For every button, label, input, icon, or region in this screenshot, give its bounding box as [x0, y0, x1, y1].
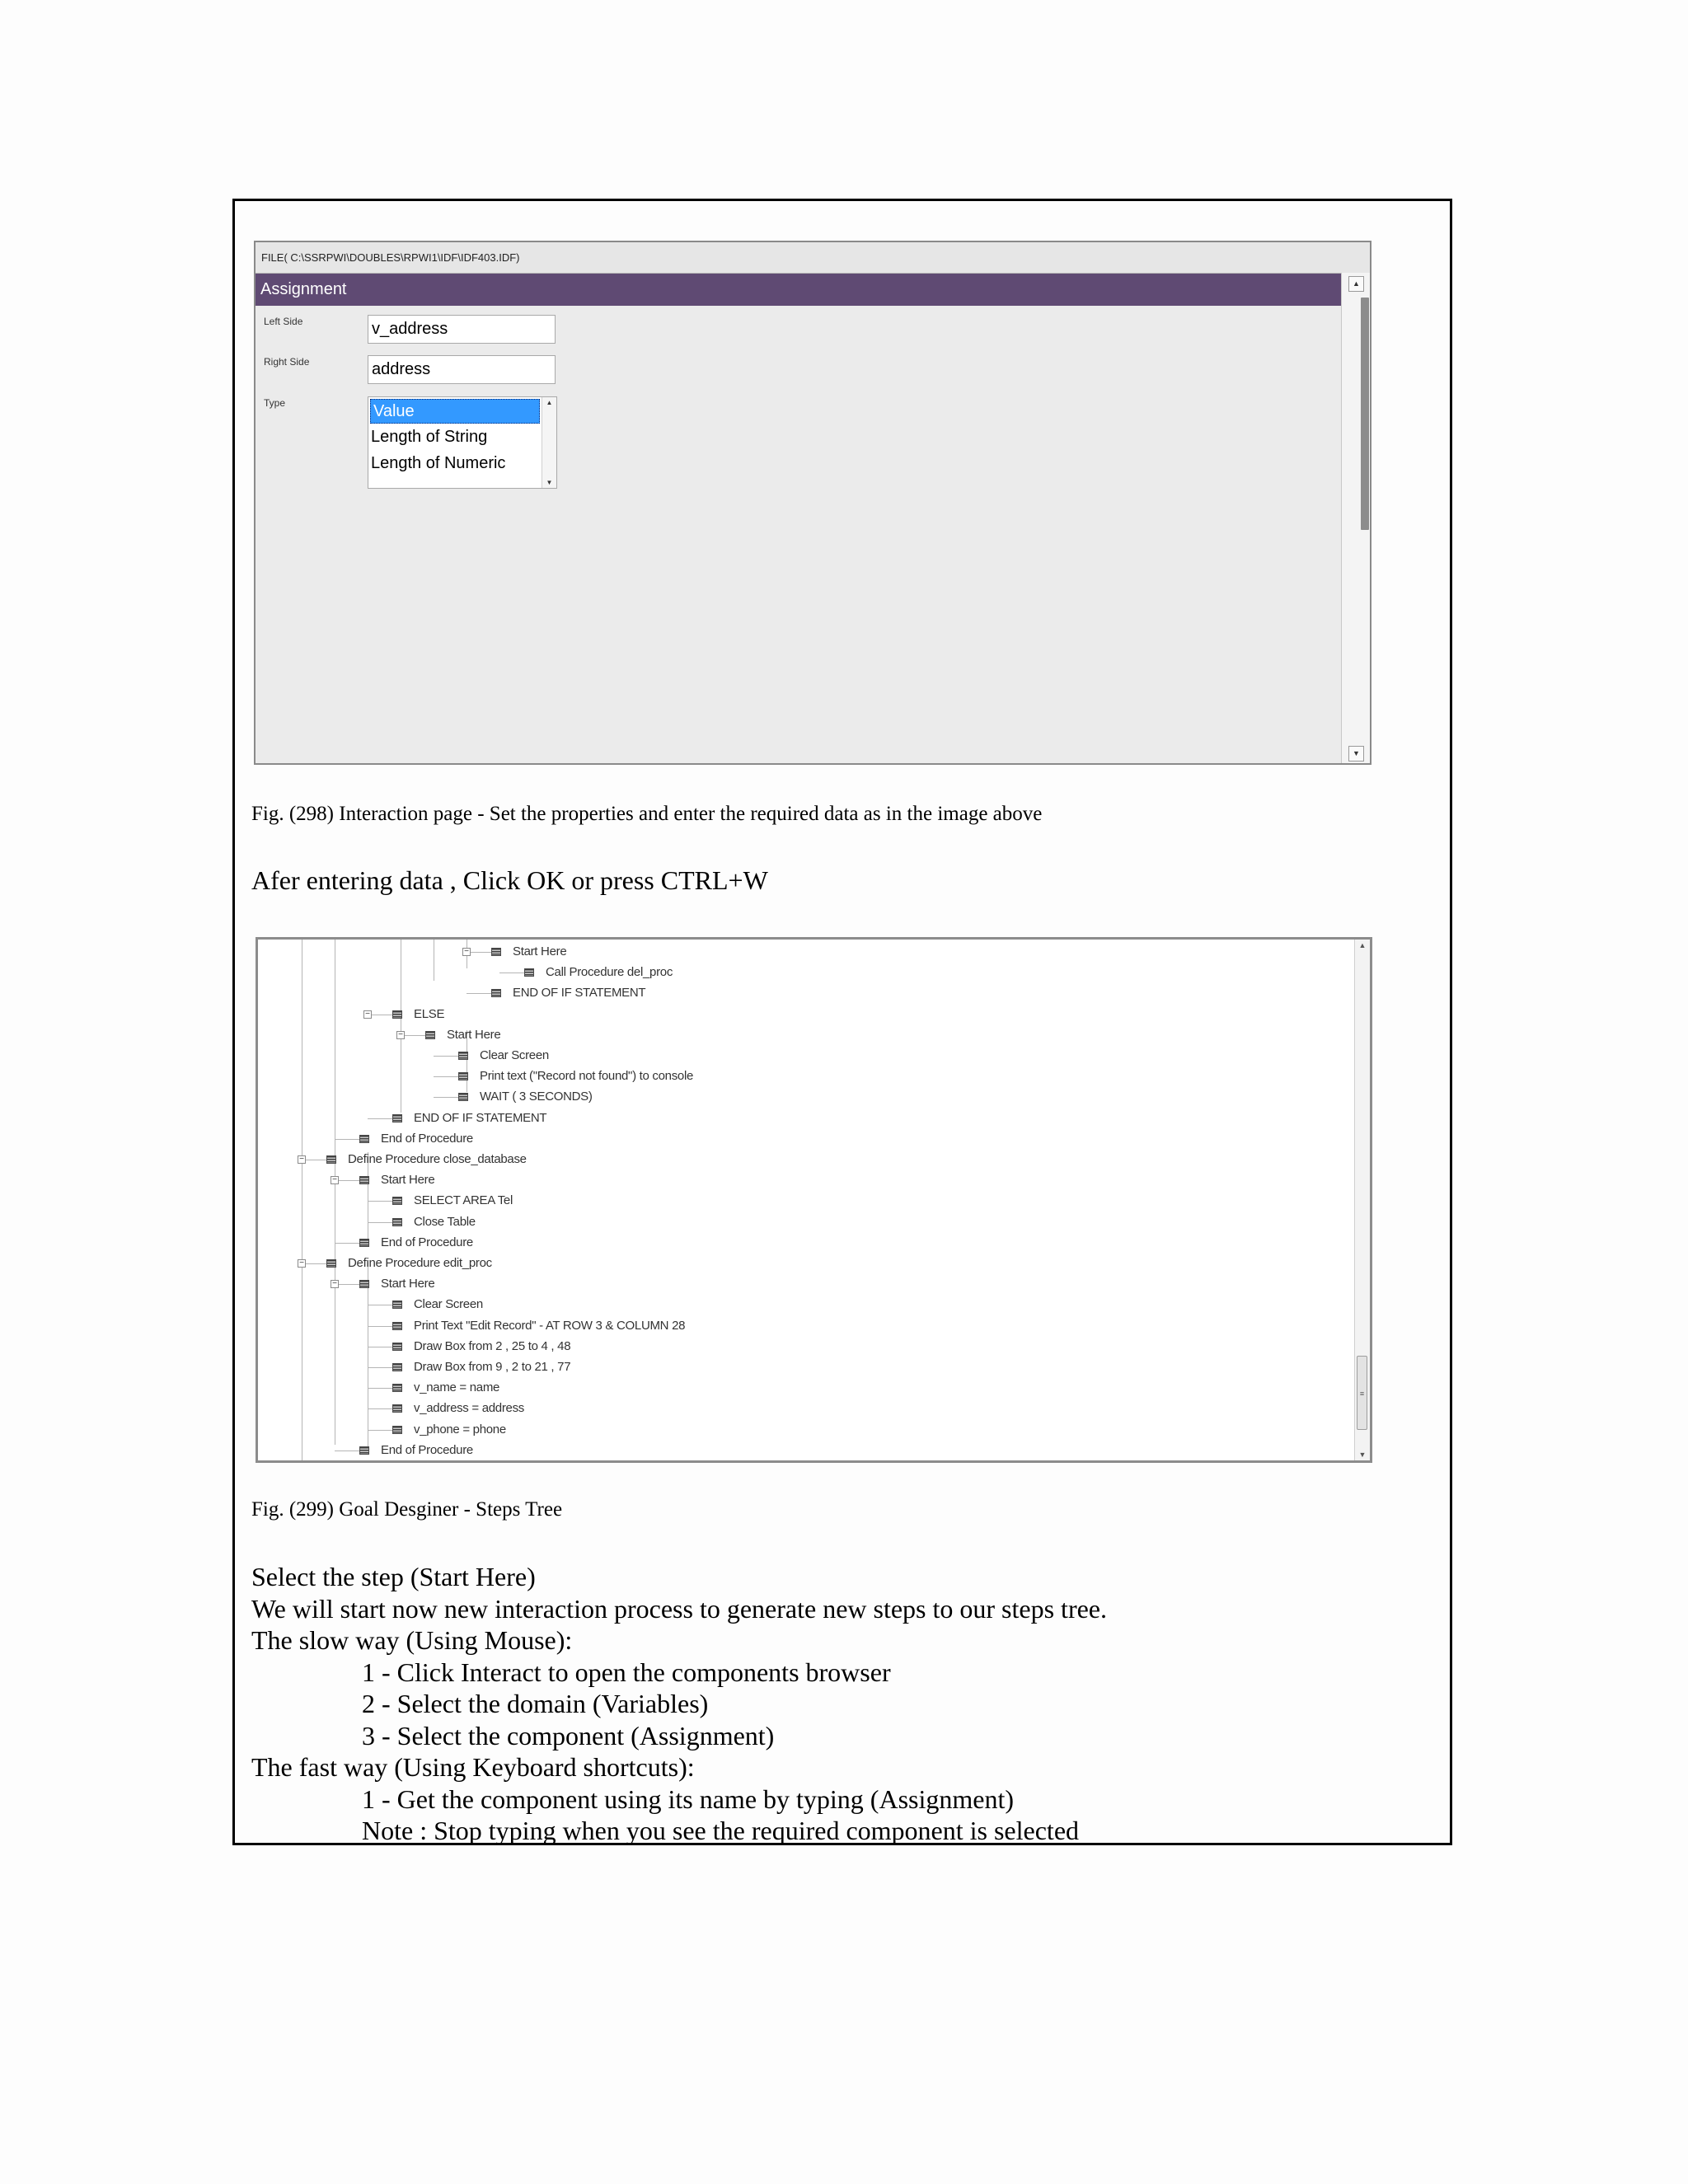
step-icon: [491, 948, 501, 956]
step-icon: [392, 1404, 402, 1413]
left-side-input[interactable]: v_address: [368, 315, 556, 344]
tree-connector: [335, 1243, 359, 1244]
tree-connector: [434, 1076, 458, 1077]
tree-node[interactable]: [359, 1276, 434, 1292]
assignment-title-bar: Assignment: [256, 274, 1342, 306]
tree-node-label: WAIT ( 3 SECONDS): [480, 1090, 593, 1104]
tree-node-label: Clear Screen: [414, 1297, 483, 1312]
tree-node-label: Define Procedure edit_proc: [348, 1256, 492, 1271]
step-icon: [359, 1280, 369, 1288]
step-icon: [491, 989, 501, 997]
tree-node-label: Print Text "Edit Record" - AT ROW 3 & COLUMN 28: [414, 1318, 686, 1333]
assignment-window: [254, 241, 1372, 765]
right-side-label: Right Side: [264, 356, 310, 368]
step-icon: [425, 1031, 435, 1039]
tree-node[interactable]: [458, 1068, 693, 1085]
step-icon: [392, 1363, 402, 1371]
tree-node[interactable]: [524, 964, 673, 981]
tree-node[interactable]: [392, 1400, 524, 1417]
tree-connector: [335, 1139, 359, 1140]
left-side-label: Left Side: [264, 316, 303, 327]
type-option-value[interactable]: Value: [370, 399, 540, 424]
tree-connector: [368, 1388, 392, 1389]
tree-node-label: Start Here: [381, 1277, 435, 1291]
figure-299-caption: Fig. (299) Goal Desginer - Steps Tree: [251, 1498, 563, 1521]
instruction-line: The slow way (Using Mouse):: [251, 1625, 573, 1655]
scroll-down-icon[interactable]: ▼: [1348, 746, 1364, 762]
instruction-note: Note : Stop typing when you see the required component is selected: [362, 1816, 1080, 1845]
instruction-line: We will start now new interaction process to generate new steps to our steps tree.: [251, 1593, 1107, 1624]
instruction-step: 3 - Select the component (Assignment): [362, 1720, 775, 1750]
tree-node[interactable]: [392, 1214, 476, 1230]
step-icon: [392, 1197, 402, 1205]
step-icon: [392, 1218, 402, 1226]
tree-connector: [434, 1056, 458, 1057]
tree-node[interactable]: [392, 1193, 513, 1209]
collapse-toggle-icon[interactable]: −: [298, 1259, 306, 1268]
tree-node[interactable]: [392, 1338, 570, 1355]
tree-node-label: End of Procedure: [381, 1131, 473, 1146]
page-frame: [232, 199, 1452, 1845]
tree-node-label: v_name = name: [414, 1380, 500, 1395]
figure-298-caption: Fig. (298) Interaction page - Set the properties and enter the required data as in the image above: [251, 803, 1043, 825]
step-icon: [326, 1155, 336, 1164]
step-icon: [458, 1052, 468, 1060]
instructions-text: [251, 1561, 1107, 1847]
step-icon: [359, 1239, 369, 1247]
tree-node-label: Start Here: [447, 1027, 501, 1042]
step-icon: [359, 1446, 369, 1455]
tree-node-label: Draw Box from 9 , 2 to 21 , 77: [414, 1360, 571, 1375]
instruction-line: The fast way (Using Keyboard shortcuts):: [251, 1752, 695, 1782]
tree-node-label: END OF IF STATEMENT: [513, 986, 646, 1001]
tree-node-label: Print text ("Record not found") to console: [480, 1069, 694, 1084]
tree-node[interactable]: [392, 1359, 570, 1376]
tree-connector: [434, 1097, 458, 1098]
scroll-up-icon[interactable]: ▲: [1358, 941, 1367, 949]
right-side-input[interactable]: address: [368, 355, 556, 384]
tree-node[interactable]: [392, 1110, 546, 1127]
scroll-down-icon[interactable]: ▼: [1358, 1451, 1367, 1459]
step-icon: [392, 1010, 402, 1019]
tree-node[interactable]: [458, 1089, 593, 1105]
collapse-toggle-icon[interactable]: −: [331, 1176, 339, 1184]
tree-node-label: End of Procedure: [381, 1442, 473, 1457]
instruction-line: Select the step (Start Here): [251, 1562, 536, 1591]
tree-connector: [368, 1326, 392, 1327]
scroll-down-icon[interactable]: ▼: [546, 479, 553, 486]
tree-connector: [368, 1118, 392, 1119]
instruction-step: 1 - Click Interact to open the components browser: [362, 1657, 891, 1687]
tree-node-label: Close Table: [414, 1214, 476, 1229]
assignment-scrollbar[interactable]: [1341, 273, 1370, 763]
tree-connector: [368, 1222, 392, 1223]
step-icon: [392, 1114, 402, 1122]
tree-node-label: Start Here: [381, 1173, 435, 1188]
tree-connector: [368, 1430, 392, 1431]
step-icon: [392, 1384, 402, 1392]
tree-node-label: SELECT AREA Tel: [414, 1193, 513, 1208]
tree-node-label: Draw Box from 2 , 25 to 4 , 48: [414, 1338, 571, 1353]
tree-node[interactable]: [425, 1027, 500, 1043]
tree-node-label: ELSE: [414, 1006, 445, 1021]
step-icon: [524, 968, 534, 977]
tree-node-label: v_phone = phone: [414, 1422, 506, 1436]
instruction-step: 1 - Get the component using its name by typing (Assignment): [362, 1783, 1014, 1814]
tree-connector: [368, 1367, 392, 1368]
collapse-toggle-icon[interactable]: −: [331, 1280, 339, 1288]
step-icon: [458, 1093, 468, 1101]
type-label: Type: [264, 397, 286, 409]
tree-connector: [499, 972, 524, 973]
tree-connector: [368, 1201, 392, 1202]
scroll-up-icon[interactable]: ▲: [546, 399, 553, 406]
steps-tree-scrollbar[interactable]: [1354, 940, 1370, 1460]
collapse-toggle-icon[interactable]: −: [298, 1155, 306, 1164]
file-path-bar: FILE( C:\SSRPWI\DOUBLES\RPWI1\IDF\IDF403.IDF): [256, 242, 1370, 274]
tree-connector: [467, 993, 491, 994]
tree-node[interactable]: [359, 1172, 434, 1188]
type-listbox[interactable]: [368, 396, 557, 489]
type-listbox-scrollbar[interactable]: [542, 397, 556, 488]
tree-node[interactable]: [491, 985, 645, 1001]
tree-node[interactable]: [326, 1255, 492, 1272]
tree-node-label: Start Here: [513, 944, 567, 959]
tree-node[interactable]: [392, 1006, 444, 1023]
tree-connector: [368, 1408, 392, 1409]
tree-node[interactable]: [392, 1422, 506, 1438]
tree-node[interactable]: [359, 1131, 473, 1147]
step-icon: [458, 1072, 468, 1080]
tree-node[interactable]: [359, 1235, 473, 1251]
step-icon: [359, 1176, 369, 1184]
tree-node-label: Clear Screen: [480, 1048, 549, 1063]
tree-node[interactable]: [392, 1296, 483, 1313]
scrollbar-thumb[interactable]: ≡: [1357, 1356, 1367, 1430]
step-icon: [392, 1426, 402, 1434]
scroll-up-icon[interactable]: ▲: [1348, 276, 1364, 292]
tree-node[interactable]: [458, 1047, 549, 1064]
scrollbar-thumb[interactable]: [1361, 298, 1369, 530]
step-icon: [392, 1343, 402, 1351]
tree-node[interactable]: [359, 1442, 473, 1459]
collapse-toggle-icon[interactable]: −: [396, 1031, 405, 1039]
type-option-length-string[interactable]: Length of String: [371, 428, 488, 446]
instruction-step: 2 - Select the domain (Variables): [362, 1689, 709, 1718]
after-entering-note: Afer entering data , Click OK or press CTRL+W: [251, 865, 768, 895]
tree-node-label: Define Procedure close_database: [348, 1152, 527, 1167]
tree-node-label: Call Procedure del_proc: [546, 965, 673, 980]
step-icon: [359, 1135, 369, 1143]
tree-node-label: End of Procedure: [381, 1235, 473, 1249]
collapse-toggle-icon[interactable]: −: [462, 948, 471, 956]
type-option-length-numeric[interactable]: Length of Numeric: [371, 454, 506, 472]
step-icon: [326, 1259, 336, 1268]
steps-tree-window: [256, 937, 1372, 1463]
tree-node[interactable]: [326, 1151, 527, 1168]
step-icon: [392, 1301, 402, 1309]
tree-node[interactable]: [392, 1380, 499, 1396]
step-icon: [392, 1322, 402, 1330]
tree-node-label: END OF IF STATEMENT: [414, 1110, 547, 1125]
tree-node[interactable]: [491, 944, 566, 960]
tree-node-label: v_address = address: [414, 1401, 524, 1416]
tree-node[interactable]: [392, 1318, 685, 1334]
collapse-toggle-icon[interactable]: −: [363, 1010, 372, 1019]
